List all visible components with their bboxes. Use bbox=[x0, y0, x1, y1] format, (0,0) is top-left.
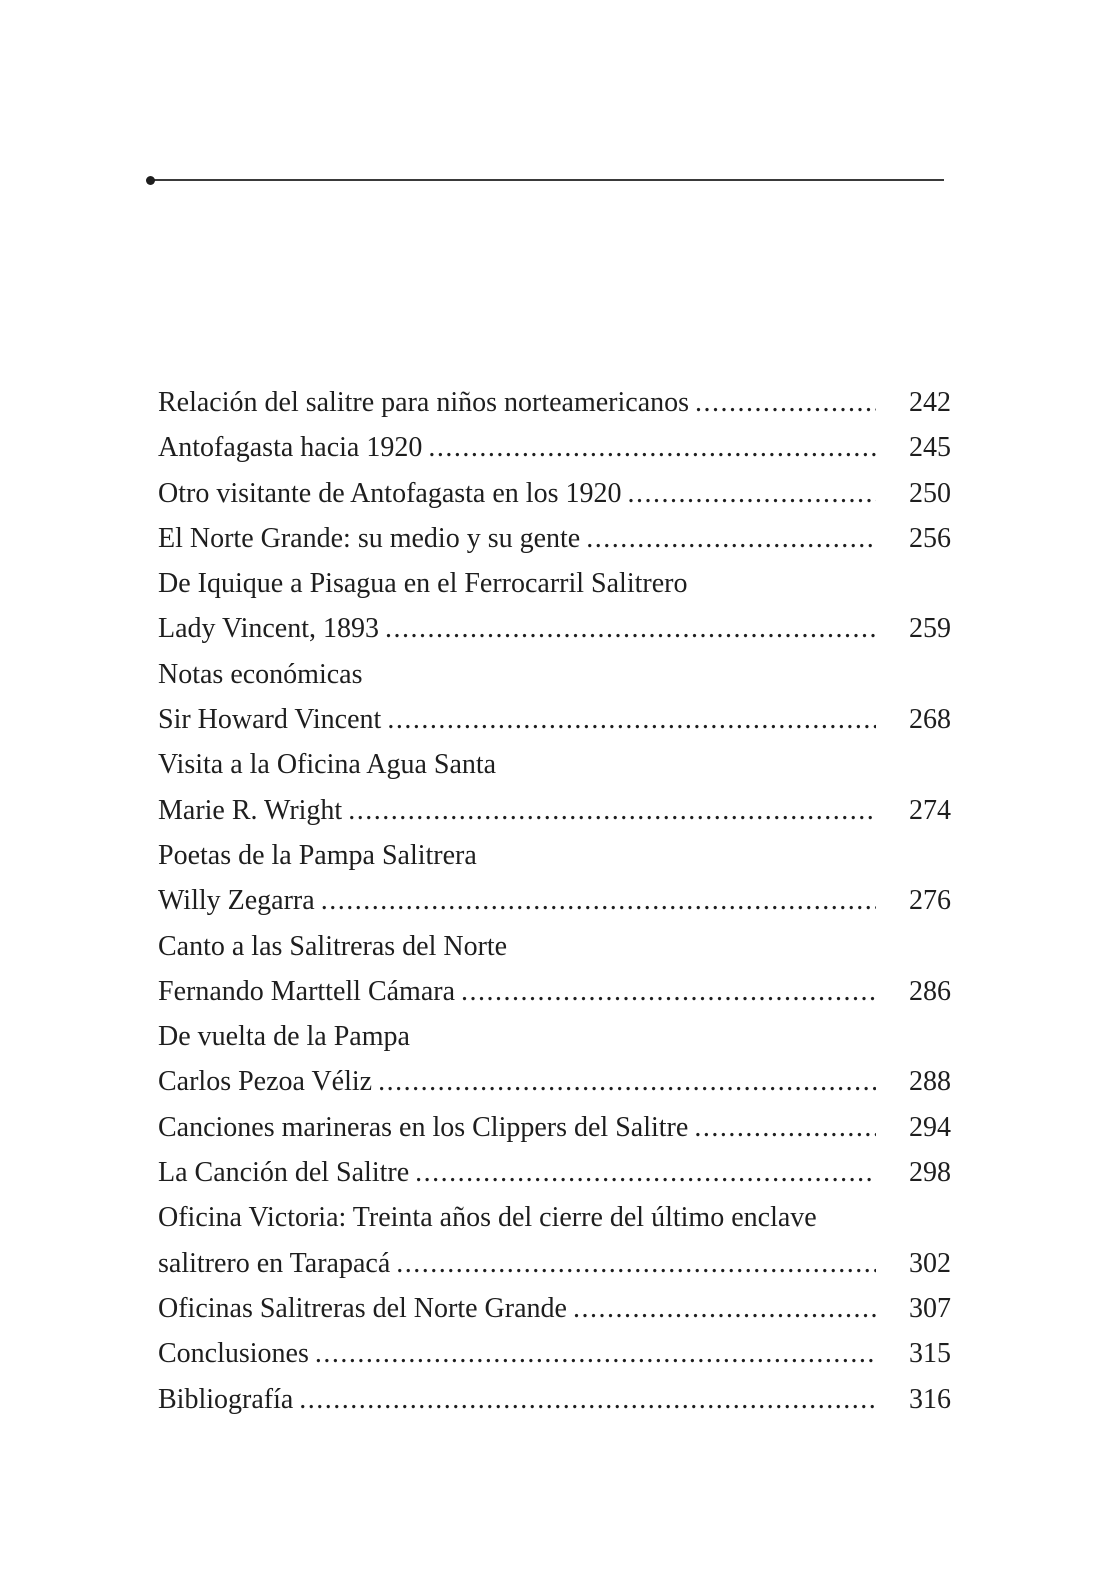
toc-entry-title: Antofagasta hacia 1920 bbox=[158, 432, 423, 464]
toc-entry-title: Canciones marineras en los Clippers del Salitre bbox=[158, 1111, 689, 1143]
toc-entry-title: Relación del salitre para niños norteamericanos bbox=[158, 387, 690, 418]
toc-page-number: 274 bbox=[909, 794, 951, 826]
toc-page-number: 259 bbox=[909, 613, 951, 645]
toc-entry-title: De Iquique a Pisagua en el Ferrocarril Salitrero bbox=[158, 568, 688, 600]
toc-entry-title: Carlos Pezoa Véliz bbox=[158, 1066, 373, 1098]
toc-entry-title: Visita a la Oficina Agua Santa bbox=[158, 749, 497, 781]
dot-leader bbox=[315, 878, 876, 923]
toc-page-number: 302 bbox=[909, 1247, 951, 1279]
toc-entry-title: Oficina Victoria: Treinta años del cierre del último enclave bbox=[158, 1202, 817, 1234]
toc-entry bbox=[158, 1286, 951, 1331]
toc-entry bbox=[158, 1195, 951, 1240]
toc-entry bbox=[158, 561, 951, 606]
dot-leader bbox=[293, 1377, 876, 1422]
toc-entry-title: salitrero en Tarapacá bbox=[158, 1247, 391, 1279]
toc-entry bbox=[158, 878, 951, 923]
toc-entry-title-wrap bbox=[158, 1286, 876, 1331]
toc-entry-title: El Norte Grande: su medio y su gente bbox=[158, 522, 581, 554]
dot-leader bbox=[309, 1331, 876, 1376]
toc-entry bbox=[158, 1150, 951, 1195]
toc-entry-title: Fernando Marttell Cámara bbox=[158, 975, 456, 1007]
header-rule-dot bbox=[146, 176, 155, 185]
toc-entry-title: Notas económicas bbox=[158, 658, 363, 690]
toc-entry-title-wrap bbox=[158, 1105, 876, 1150]
dot-leader bbox=[455, 969, 876, 1014]
toc-entry-title-wrap bbox=[158, 425, 876, 470]
dot-leader bbox=[390, 1241, 876, 1286]
dot-leader bbox=[689, 380, 876, 425]
toc-entry-title-wrap bbox=[158, 471, 876, 516]
dot-leader bbox=[342, 788, 876, 833]
toc-page-number: 245 bbox=[909, 432, 951, 464]
toc-entry-title-wrap bbox=[158, 380, 876, 425]
toc-page-number: 256 bbox=[909, 522, 951, 554]
toc-entry-title-wrap bbox=[158, 1331, 876, 1376]
toc-entry-title-wrap bbox=[158, 1059, 876, 1104]
dot-leader bbox=[580, 516, 876, 561]
toc-page-number: 286 bbox=[909, 975, 951, 1007]
toc-entry bbox=[158, 516, 951, 561]
toc-entry-title: Sir Howard Vincent bbox=[158, 704, 382, 736]
dot-leader bbox=[621, 471, 876, 516]
toc-entry-title: De vuelta de la Pampa bbox=[158, 1021, 410, 1053]
toc-entry bbox=[158, 1059, 951, 1104]
toc-page-number: 288 bbox=[909, 1066, 951, 1098]
toc-entry-title: Conclusiones bbox=[158, 1338, 309, 1370]
toc-entry-title-wrap bbox=[158, 788, 876, 833]
toc-page-number: 242 bbox=[909, 387, 951, 418]
toc-entry bbox=[158, 606, 951, 651]
toc-entry bbox=[158, 1014, 951, 1059]
toc-entry-title: Marie R. Wright bbox=[158, 794, 343, 826]
toc-entry-title: Poetas de la Pampa Salitrera bbox=[158, 839, 477, 871]
toc-page-number: 316 bbox=[909, 1383, 951, 1415]
toc-entry-title: Otro visitante de Antofagasta en los 1920 bbox=[158, 477, 622, 509]
dot-leader bbox=[688, 1105, 876, 1150]
toc-page-number: 294 bbox=[909, 1111, 951, 1143]
toc-entry-title-wrap bbox=[158, 878, 876, 923]
toc-entry-title-wrap bbox=[158, 969, 876, 1014]
toc-page-number: 307 bbox=[909, 1292, 951, 1324]
dot-leader bbox=[379, 606, 876, 651]
dot-leader bbox=[372, 1059, 876, 1104]
dot-leader bbox=[409, 1150, 876, 1195]
toc-page-number: 276 bbox=[909, 885, 951, 917]
toc-entry bbox=[158, 1241, 951, 1286]
toc-entry bbox=[158, 1105, 951, 1150]
toc-page-number: 315 bbox=[909, 1338, 951, 1370]
toc-page-number: 268 bbox=[909, 704, 951, 736]
toc-entry bbox=[158, 742, 951, 787]
toc-entry-title-wrap bbox=[158, 1377, 876, 1422]
toc-entry bbox=[158, 969, 951, 1014]
toc-entry-title: Canto a las Salitreras del Norte bbox=[158, 930, 508, 962]
toc-entry bbox=[158, 833, 951, 878]
toc-entry-title-wrap bbox=[158, 697, 876, 742]
toc-entry-title: La Canción del Salitre bbox=[158, 1157, 410, 1189]
toc-entry-title: Willy Zegarra bbox=[158, 885, 315, 917]
toc-entry-title-wrap bbox=[158, 516, 876, 561]
toc-entry-title-wrap bbox=[158, 1150, 876, 1195]
toc-entry bbox=[158, 1331, 951, 1376]
dot-leader bbox=[422, 425, 876, 470]
toc-entry bbox=[158, 380, 951, 425]
toc-entry bbox=[158, 1377, 951, 1422]
toc-entry bbox=[158, 425, 951, 470]
toc-page-number: 250 bbox=[909, 477, 951, 509]
toc-entry-title: Bibliografía bbox=[158, 1383, 294, 1415]
toc-entry bbox=[158, 697, 951, 742]
toc-entry-title: Lady Vincent, 1893 bbox=[158, 613, 379, 645]
table-of-contents bbox=[158, 380, 951, 1422]
toc-entry-title-wrap bbox=[158, 606, 876, 651]
toc-entry bbox=[158, 652, 951, 697]
toc-entry-title: Oficinas Salitreras del Norte Grande bbox=[158, 1292, 567, 1324]
dot-leader bbox=[567, 1286, 876, 1331]
header-rule bbox=[148, 179, 944, 181]
toc-entry bbox=[158, 788, 951, 833]
toc-entry bbox=[158, 924, 951, 969]
toc-entry-title-wrap bbox=[158, 1241, 876, 1286]
toc-page-number: 298 bbox=[909, 1157, 951, 1189]
dot-leader bbox=[381, 697, 876, 742]
toc-entry bbox=[158, 471, 951, 516]
